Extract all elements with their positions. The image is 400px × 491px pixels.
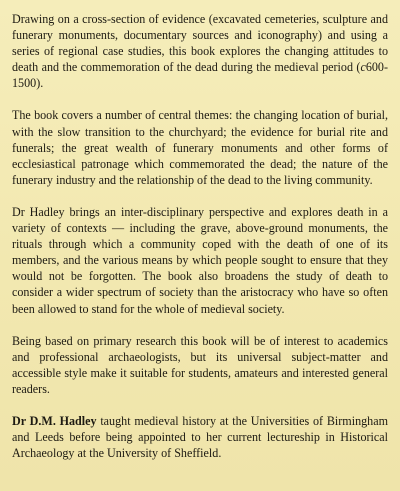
blurb-paragraph-audience: Being based on primary research this book will be of interest to academics and professional archaeologists, but its universal subject-matter and accessible style make it suitable for students, amateurs and interested general readers. (12, 333, 388, 396)
blurb-paragraph-themes: The book covers a number of central themes: the changing location of burial, with the slow transition to the churchyard; the evidence for burial rite and funerals; the great wealth of funerary monuments and other forms of ecclesiastical patronage which commemorated the dead; the nature of the funerary industry and the relationship of the dead to the living community. (12, 108, 388, 187)
intro-text: Drawing on a cross-section of evidence (excavated cemeteries, sculpture and funerary monuments, documentary sources and iconography) and using a series of regional case studies, this book explores the changing attitudes to death and the commemoration of the dead during the medieval period ( (12, 12, 388, 75)
author-bio (12, 413, 388, 461)
author-bio-text: taught medieval history at the Universities of Birmingham and Leeds before being appointed to her current lectureship in Historical Archaeology at the University of Sheffield. (12, 413, 388, 461)
intro-date-range: 600-1500). (12, 60, 388, 91)
blurb-paragraph-perspective: Dr Hadley brings an inter-disciplinary perspective and explores death in a variety of contexts — including the grave, above-ground monuments, the rituals through which a community coped with the death of one of its members, and the various means by which people sought to ensure that they would not be forgotten. The book also broadens the study of death to consider a wider spectrum of society than the aristocracy who have so often been allowed to stand for the whole of medieval society. (12, 204, 388, 316)
circa-abbreviation: c (360, 60, 366, 75)
blurb-paragraph-intro (12, 11, 388, 91)
author-name: Dr D.M. Hadley (12, 413, 97, 428)
